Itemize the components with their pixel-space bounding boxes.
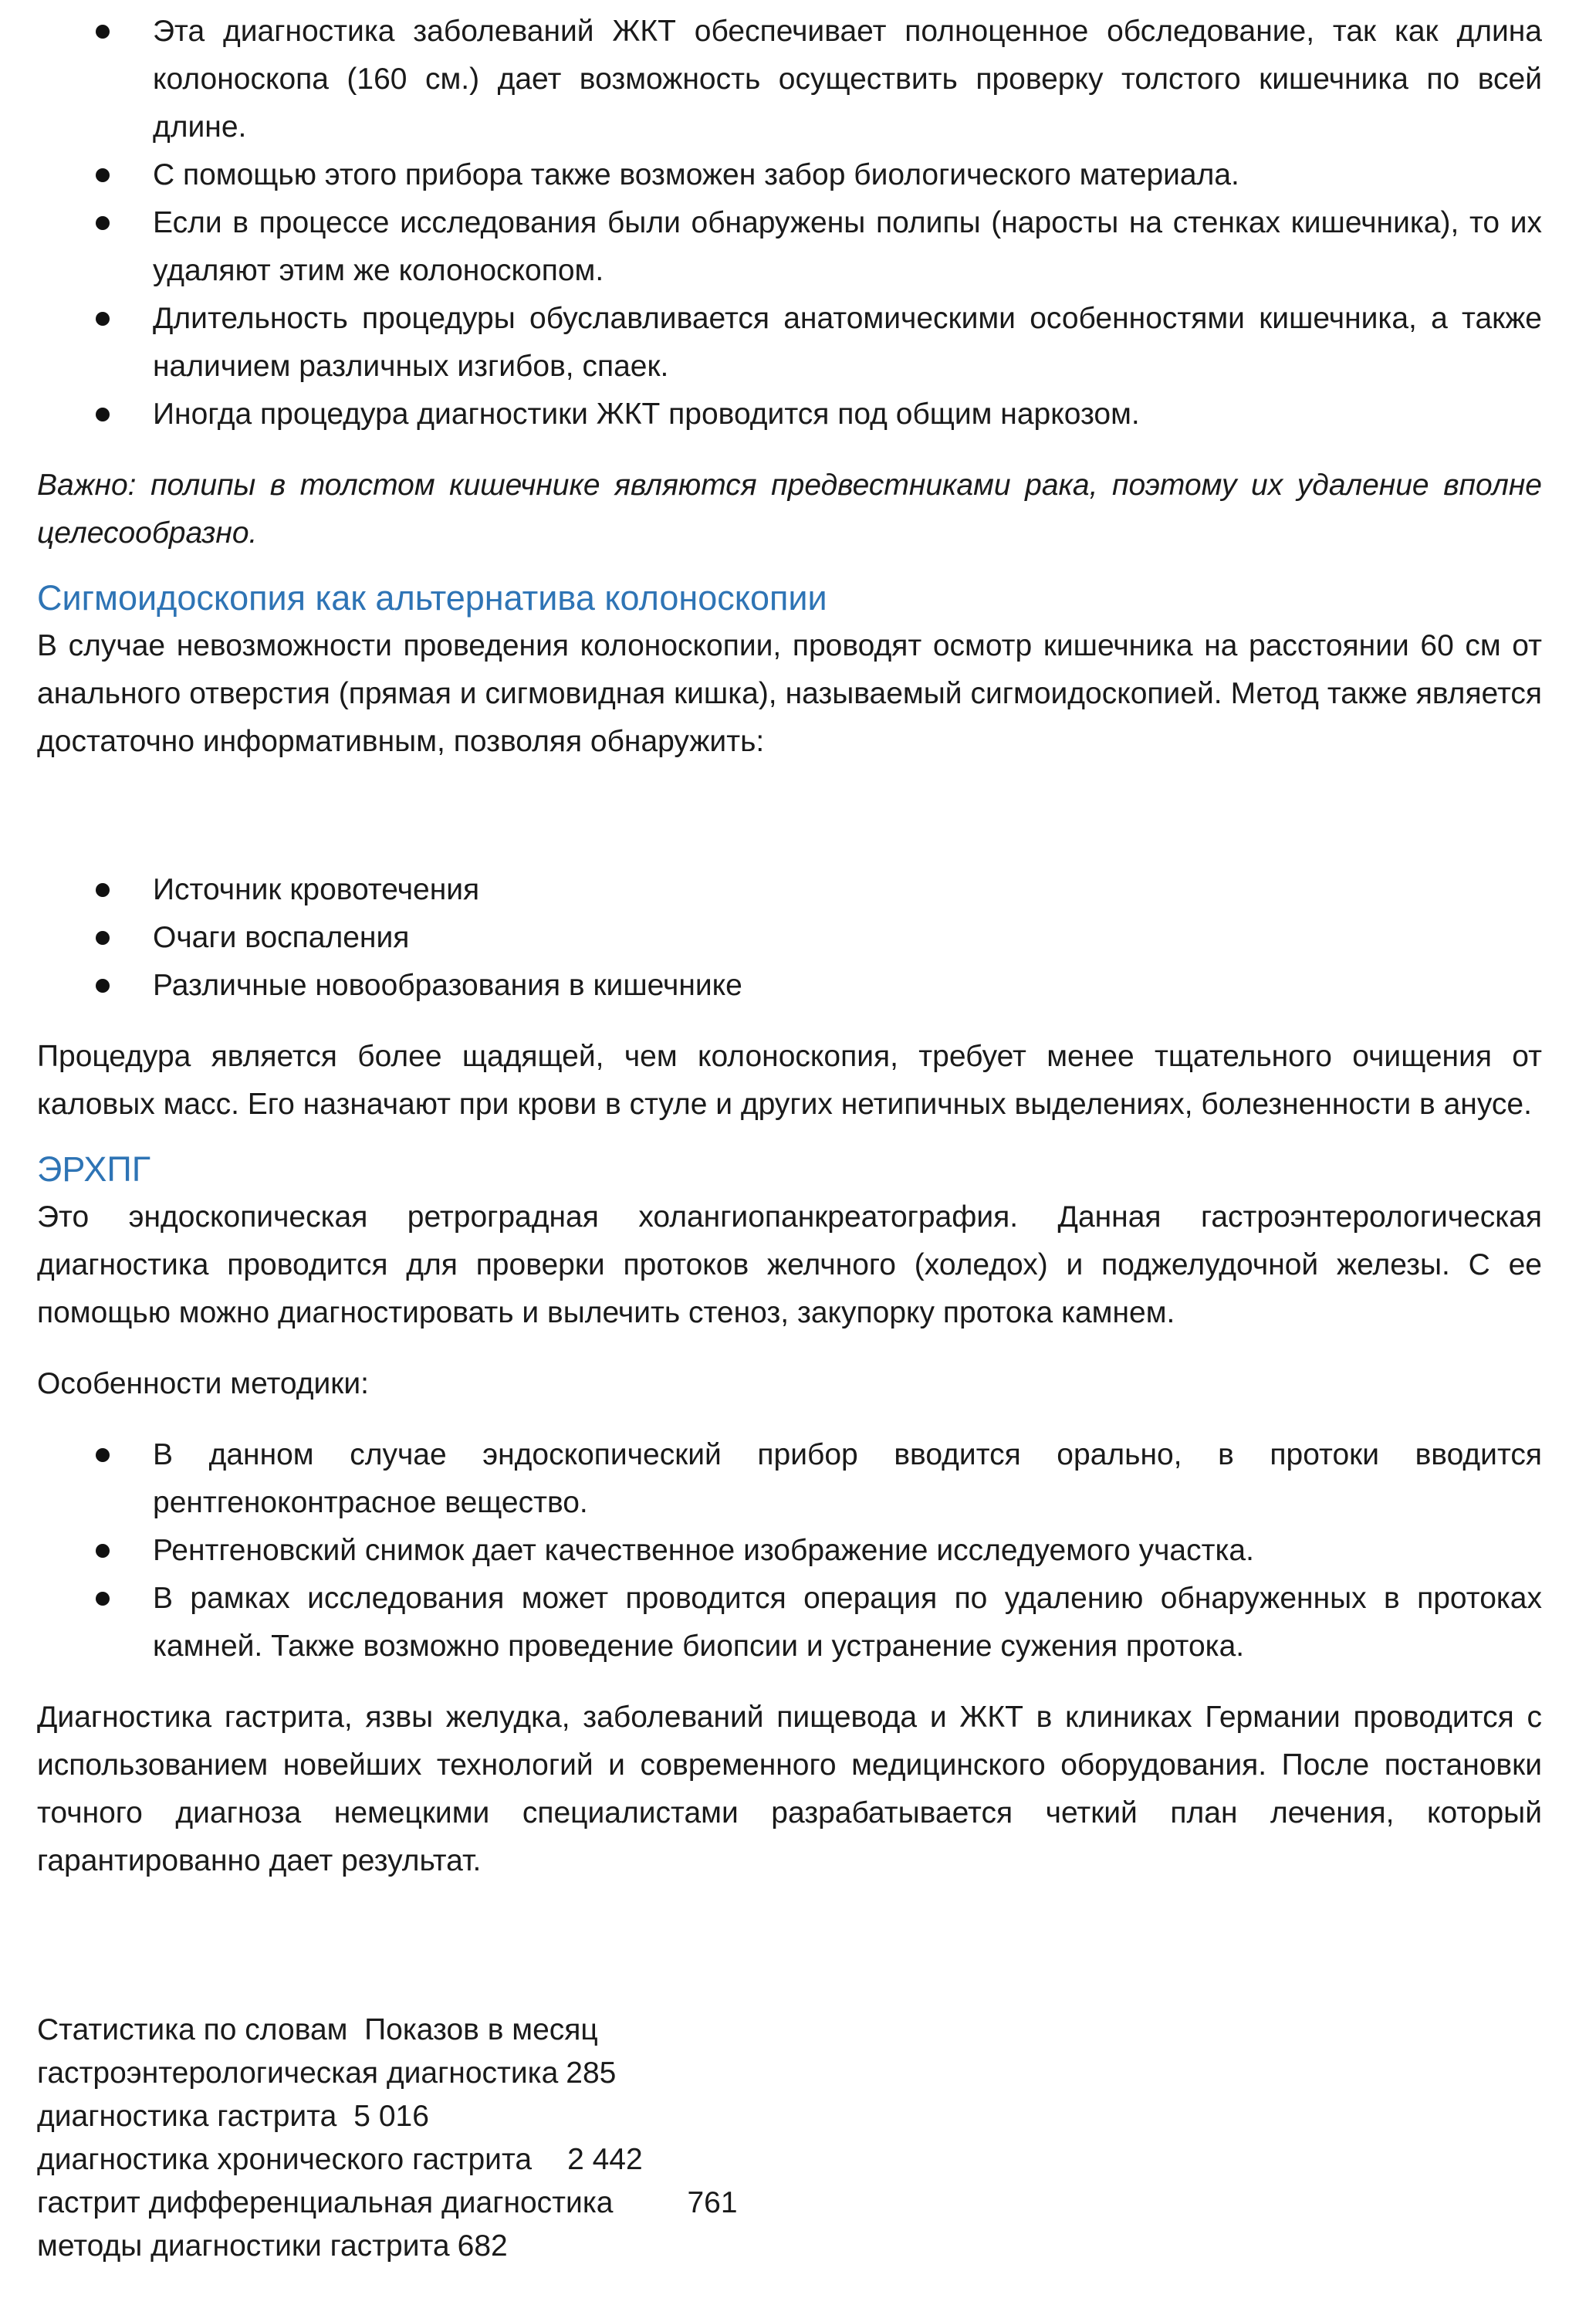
stats-term: гастрит дифференциальная диагностика (37, 2186, 614, 2219)
ercp-intro: Это эндоскопическая ретроградная холангиопанкреатография. Данная гастроэнтерологическая диагностика проводится для проверки протоков желчного (холедох) и поджелудочной железы. С ее помощью можно диагностировать и вылечить стеноз, закупорку протока камнем. (37, 1200, 1542, 1329)
list-item: С помощью этого прибора также возможен забор биологического материала. (37, 151, 1542, 199)
ercp-features-label: Особенности методики: (37, 1367, 369, 1400)
list-item: Различные новообразования в кишечнике (37, 962, 1542, 1010)
stats-count: 682 (457, 2229, 508, 2263)
stats-count: 285 (566, 2056, 617, 2090)
sigmoidoscopy-findings-list (37, 866, 1542, 1010)
ercp-features-list (37, 1431, 1542, 1670)
keyword-stats (37, 2009, 1542, 2268)
stats-term: гастроэнтерологическая диагностика (37, 2056, 559, 2090)
list-item: В рамках исследования может проводится операция по удалению обнаруженных в протоках камней. Также возможно проведение биопсии и устранение сужения протока. (37, 1575, 1542, 1670)
stats-header-text: Статистика по словам Показов в месяц (37, 2013, 598, 2046)
stats-count: 2 442 (567, 2143, 643, 2176)
list-item: Очаги воспаления (37, 914, 1542, 962)
important-note: Важно: полипы в толстом кишечнике являются предвестниками рака, поэтому их удаление вполне целесообразно. (37, 469, 1542, 550)
list-item: Рентгеновский снимок дает качественное изображение исследуемого участка. (37, 1527, 1542, 1575)
list-item: Если в процессе исследования были обнаружены полипы (наросты на стенках кишечника), то их удаляют этим же колоноскопом. (37, 199, 1542, 295)
stats-row (37, 2052, 1542, 2095)
stats-term: диагностика хронического гастрита (37, 2143, 533, 2176)
stats-row (37, 2182, 1542, 2225)
list-item: В данном случае эндоскопический прибор вводится орально, в протоки вводится рентгеноконтрасное вещество. (37, 1431, 1542, 1527)
stats-header (37, 2009, 1542, 2052)
sigmoidoscopy-outro: Процедура является более щадящей, чем колоноскопия, требует менее тщательного очищения от каловых масс. Его назначают при крови в стуле и других нетипичных выделениях, болезненности в анусе. (37, 1040, 1542, 1121)
document-page (37, 8, 1542, 2268)
stats-row (37, 2138, 1542, 2182)
colonoscopy-features-list (37, 8, 1542, 438)
ercp-conclusion: Диагностика гастрита, язвы желудка, заболеваний пищевода и ЖКТ в клиниках Германии проводится с использованием новейших технологий и современного медицинского оборудования. После постановки точного диагноза немецкими специалистами разрабатывается четкий план лечения, который гарантированно дает результат. (37, 1701, 1542, 1877)
sigmoidoscopy-heading: Сигмоидоскопия как альтернатива колоноскопии (37, 578, 827, 618)
ercp-heading: ЭРХПГ (37, 1149, 151, 1189)
stats-term: методы диагностики гастрита (37, 2229, 450, 2263)
list-item: Длительность процедуры обуславливается анатомическими особенностями кишечника, а также наличием различных изгибов, спаек. (37, 295, 1542, 391)
sigmoidoscopy-intro: В случае невозможности проведения колоноскопии, проводят осмотр кишечника на расстоянии 60 см от анального отверстия (прямая и сигмовидная кишка), называемый сигмоидоскопией. Метод также является достаточно информативным, позволяя обнаружить: (37, 629, 1542, 758)
stats-term: диагностика гастрита (37, 2100, 337, 2133)
list-item: Иногда процедура диагностики ЖКТ проводится под общим наркозом. (37, 391, 1542, 438)
stats-count: 5 016 (353, 2100, 429, 2133)
list-item: Источник кровотечения (37, 866, 1542, 914)
stats-row (37, 2225, 1542, 2268)
stats-count: 761 (687, 2186, 738, 2219)
stats-row (37, 2095, 1542, 2138)
list-item: Эта диагностика заболеваний ЖКТ обеспечивает полноценное обследование, так как длина колоноскопа (160 см.) дает возможность осуществить проверку толстого кишечника по всей длине. (37, 8, 1542, 151)
